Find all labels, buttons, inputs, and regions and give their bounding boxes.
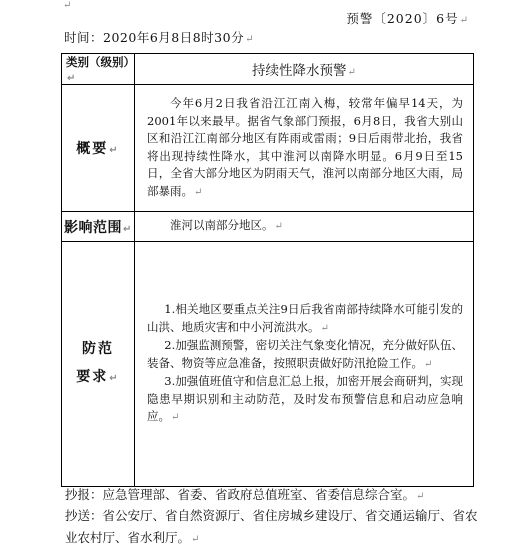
send-to-label: 抄送： bbox=[65, 508, 103, 523]
overview-text-body: 今年6月2日我省沿江江南入梅，较常年偏早14天，为2001年以来最早。据省气象部门预报，6月8日，我省大别山区和沿江江南部分地区有阵雨或雷雨；9日后雨带北抬，我省将出现持续性降水，其中淮河以南降水明显。6月9日至15日，全省大部分地区为阴雨天气，淮河以南部分地区大雨，局部暴雨。 bbox=[147, 96, 463, 198]
paragraph-mark: ↵ bbox=[123, 223, 132, 235]
document-number-text: 预警〔2020〕6号 bbox=[346, 11, 459, 26]
prevention-label-cell bbox=[62, 242, 135, 487]
impact-row bbox=[62, 212, 474, 242]
paragraph-mark: ↵ bbox=[459, 15, 469, 26]
paragraph-mark: ↵ bbox=[347, 67, 356, 78]
report-to-text: 应急管理部、省委、省政府总值班室、省委信息综合室。 bbox=[102, 487, 416, 502]
category-header-cell bbox=[62, 54, 135, 85]
table-header-row bbox=[62, 54, 474, 85]
paragraph-mark: ↵ bbox=[67, 73, 76, 84]
warning-title: 持续性降水预警 bbox=[252, 63, 347, 79]
paragraph-mark: ↵ bbox=[194, 186, 203, 198]
paragraph-mark: ↵ bbox=[245, 34, 254, 45]
paragraph-mark: ↵ bbox=[274, 221, 283, 233]
issue-time bbox=[64, 28, 254, 46]
prevention-label-line-2 bbox=[62, 363, 134, 393]
document-number bbox=[346, 9, 469, 27]
paragraph-mark: ↵ bbox=[63, 0, 72, 11]
paragraph-mark: ↵ bbox=[416, 491, 425, 502]
overview-content-cell bbox=[135, 85, 474, 212]
prevention-item-text: 2.加强监测预警，密切关注气象变化情况，充分做好队伍、装备、物资等应急准备，按照职责做好防汛抢险工作。 bbox=[147, 338, 463, 370]
prevention-row bbox=[62, 242, 474, 487]
paragraph-mark: ↵ bbox=[109, 373, 120, 384]
prevention-content-cell bbox=[135, 242, 474, 487]
prevention-item-text: 3.加强值班值守和信息汇总上报，加密开展会商研判，实现隐患早期识别和主动防范，及时发布预警信息和启动应急响应。 bbox=[147, 374, 463, 424]
overview-label: 概要 bbox=[76, 141, 109, 157]
report-to-label: 抄报： bbox=[65, 487, 103, 502]
category-header: 类别（级别） bbox=[66, 55, 135, 69]
prevention-label-line-1 bbox=[62, 335, 134, 363]
impact-text-body: 淮河以南部分地区。 bbox=[170, 218, 274, 233]
time-label: 时间： bbox=[64, 30, 104, 45]
prevention-label-1: 防范 bbox=[82, 341, 114, 357]
send-to-line bbox=[65, 505, 485, 551]
prevention-item bbox=[147, 301, 463, 337]
prevention-item-text: 1.相关地区要重点关注9日后我省南部持续降水可能引发的山洪、地质灾害和中小河流洪水。 bbox=[147, 302, 463, 334]
impact-text bbox=[147, 217, 463, 236]
paragraph-mark: ↵ bbox=[171, 412, 180, 424]
impact-label-cell bbox=[62, 212, 135, 242]
paragraph-mark: ↵ bbox=[320, 322, 329, 334]
overview-text bbox=[147, 95, 463, 201]
overview-row bbox=[62, 85, 474, 212]
time-value: 2020年6月8日8时30分 bbox=[103, 30, 245, 45]
impact-label: 影响范围 bbox=[64, 219, 123, 236]
prevention-item bbox=[147, 337, 463, 373]
prevention-item bbox=[147, 373, 463, 427]
warning-title-cell bbox=[135, 54, 474, 85]
impact-content-cell bbox=[135, 212, 474, 242]
paragraph-mark: ↵ bbox=[191, 534, 200, 545]
paragraph-mark: ↵ bbox=[109, 145, 120, 156]
warning-table bbox=[61, 53, 474, 487]
prevention-label-2: 要求 bbox=[76, 369, 109, 385]
overview-label-cell bbox=[62, 85, 135, 212]
send-to-text: 省公安厅、省自然资源厅、省住房城乡建设厅、省交通运输厅、省农业农村厅、省水利厅。 bbox=[65, 508, 478, 545]
paragraph-mark: ↵ bbox=[424, 358, 433, 370]
